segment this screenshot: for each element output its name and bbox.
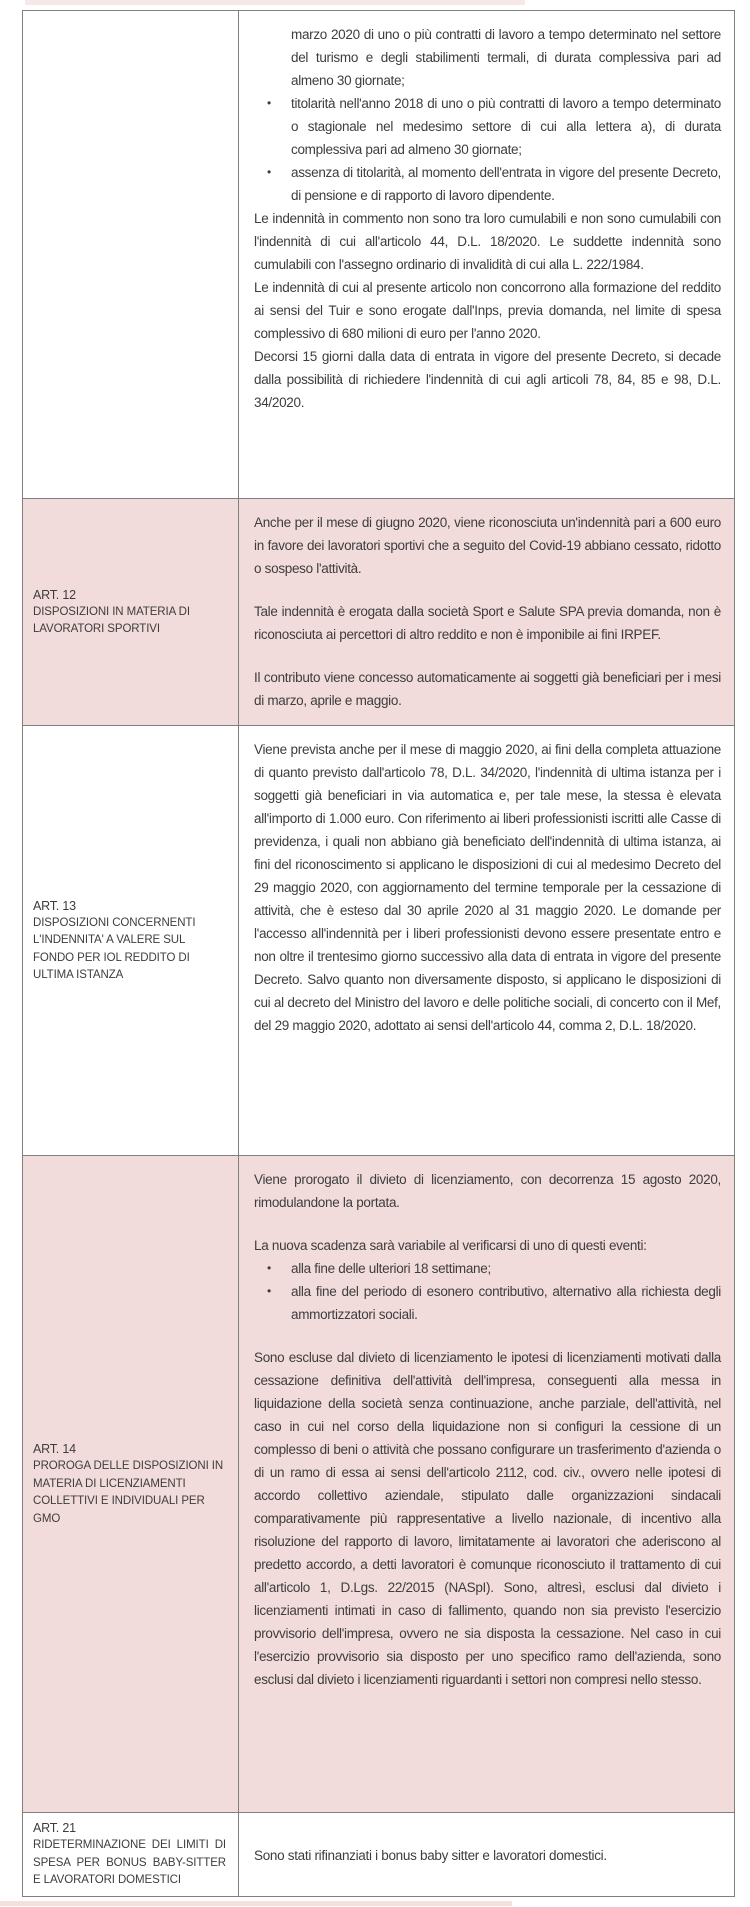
bullet-item: • alla fine delle ulteriori 18 settimane; <box>254 1257 721 1280</box>
article-title: DISPOSIZIONI CONCERNENTI L'INDENNITA' A VALERE SUL FONDO PER IOL REDDITO DI ULTIMA ISTANZA <box>33 916 196 981</box>
bullet-item: • assenza di titolarità, al momento dell'entrata in vigore del presente Decreto, di pensione e di rapporto di lavoro dipendente. <box>254 161 721 207</box>
article-cell <box>23 1813 239 1896</box>
table-row <box>23 499 734 726</box>
article-description-cell <box>239 1156 734 1812</box>
bullet-item: • titolarità nell'anno 2018 di uno o più contratti di lavoro a tempo determinato o stagionale nel medesimo settore di cui alla lettera a), di durata complessiva pari ad almeno 30 giornate; <box>254 92 721 161</box>
paragraph: Le indennità di cui al presente articolo non concorrono alla formazione del reddito ai sensi del Tuir e sono erogate dall'Inps, previa domanda, nel limite di spesa complessivo di 680 milioni di euro per l'anno 2020. <box>254 280 721 341</box>
paragraph: Sono stati rifinanziati i bonus baby sitter e lavoratori domestici. <box>254 1848 607 1863</box>
article-number: ART. 12 <box>33 587 76 602</box>
paragraph: La nuova scadenza sarà variabile al verificarsi di uno di questi eventi: <box>254 1238 647 1253</box>
article-cell <box>23 726 239 1155</box>
article-title: PROROGA DELLE DISPOSIZIONI IN MATERIA DI LICENZIAMENTI COLLETTIVI E INDIVIDUALI PER GMO <box>33 1460 224 1525</box>
paragraph: Tale indennità è erogata dalla società Sport e Salute SPA previa domanda, non è riconosciuta ai percettori di altro reddito e non è imponibile ai fini IRPEF. <box>254 604 721 642</box>
paragraph: Sono escluse dal divieto di licenziamento le ipotesi di licenziamenti motivati dalla cessazione definitiva dell'attività dell'impresa, conseguenti alla messa in liquidazione della società senza continuazione, anche parziale, dell'attività, nel caso in cui nel corso della liquidazione non si configuri la cessione di un complesso di beni o attività che possano configurare un trasferimento d'azienda o di un ramo di essa ai sensi dell'articolo 2112, cod. civ., ovvero nelle ipotesi di accordo collettivo aziendale, stipulato dalle organizzazioni sindacali comparativamente più rappresentative a livello nazionale, di incentivo alla risoluzione del rapporto di lavoro, limitatamente ai lavoratori che aderiscono al predetto accordo, a detti lavoratori è comunque riconosciuto il trattamento di cui all'articolo 1, D.Lgs. 22/2015 (NASpI). Sono, altresì, esclusi dal divieto i licenziamenti intimati in caso di fallimento, quando non sia previsto l'esercizio provvisorio dell'impresa, ovvero ne sia disposta la cessazione. Nel caso in cui l'esercizio provvisorio sia disposto per uno specifico ramo dell'azienda, sono esclusi dal divieto i licenziamenti riguardanti i settori non compresi nello stesso. <box>254 1350 721 1687</box>
article-cell-empty <box>23 11 239 498</box>
article-number: ART. 21 <box>33 1821 76 1836</box>
paragraph: Le indennità in commento non sono tra loro cumulabili e non sono cumulabili con l'indennità di cui all'articolo 44, D.L. 18/2020. Le suddette indennità sono cumulabili con l'assegno ordinario di invalidità di cui alla L. 222/1984. <box>254 211 721 272</box>
article-description-cell <box>239 1813 734 1896</box>
bullet-continuation-text: marzo 2020 di uno o più contratti di lavoro a tempo determinato nel settore del turismo e degli stabilimenti termali, di durata complessiva pari ad almeno 30 giornate; <box>291 27 721 88</box>
paragraph: Il contributo viene concesso automaticamente ai soggetti già beneficiari per i mesi di marzo, aprile e maggio. <box>254 670 721 708</box>
paragraph: Anche per il mese di giugno 2020, viene riconosciuta un'indennità pari a 600 euro in favore dei lavoratori sportivi che a seguito del Covid-19 abbiano cessato, ridotto o sospeso l'attività. <box>254 515 721 576</box>
table-row <box>23 1813 734 1896</box>
page-bottom-shading-strip <box>0 1901 512 1906</box>
article-description-cell <box>239 726 734 1155</box>
article-number: ART. 14 <box>33 1442 76 1456</box>
paragraph: Viene prorogato il divieto di licenziamento, con decorrenza 15 agosto 2020, rimodulandone la portata. <box>254 1172 721 1210</box>
bullet-item: • alla fine del periodo di esonero contributivo, alternativo alla richiesta degli ammortizzatori sociali. <box>254 1280 721 1326</box>
article-title: DISPOSIZIONI IN MATERIA DI LAVORATORI SPORTIVI <box>33 605 190 635</box>
paragraph: Viene prevista anche per il mese di maggio 2020, ai fini della completa attuazione di quanto previsto dall'articolo 78, D.L. 34/2020, l'indennità di ultima istanza per i soggetti già beneficiari in via automatica e, per tale mese, la stessa è elevata all'importo di 1.000 euro. Con riferimento ai liberi professionisti iscritti alle Casse di previdenza, i quali non abbiano già beneficiato dell'indennità di ultima istanza, ai fini del riconoscimento si applicano le disposizioni di cui al medesimo Decreto del 29 maggio 2020, con aggiornamento del termine temporale per la cessazione di attività, che è esteso dal 30 aprile 2020 al 31 maggio 2020. Le domande per l'accesso all'indennità per i liberi professionisti devono essere presentate entro e non oltre il trentesimo giorno successivo alla data di entrata in vigore del presente Decreto. Salvo quanto non diversamente disposto, si applicano le disposizioni di cui al decreto del Ministro del lavoro e delle politiche sociali, di concerto con il Mef, del 29 maggio 2020, adottato ai sensi dell'articolo 44, comma 2, D.L. 18/2020. <box>254 742 721 1033</box>
table-row <box>23 11 734 499</box>
article-title: RIDETERMINAZIONE DEI LIMITI DI SPESA PER BONUS BABY-SITTER E LAVORATORI DOMESTICI <box>33 1839 226 1887</box>
article-number: ART. 13 <box>33 898 76 913</box>
paragraph: Decorsi 15 giorni dalla data di entrata in vigore del presente Decreto, si decade dalla possibilità di richiedere l'indennità di cui agli articoli 78, 84, 85 e 98, D.L. 34/2020. <box>254 349 721 410</box>
page-top-shading-strip <box>25 0 525 5</box>
table-row <box>23 1156 734 1813</box>
article-description-cell <box>239 499 734 725</box>
table-row <box>23 726 734 1156</box>
articles-table <box>22 10 735 1897</box>
article-cell <box>23 499 239 725</box>
article-description-cell <box>239 11 734 498</box>
article-cell <box>23 1156 239 1812</box>
